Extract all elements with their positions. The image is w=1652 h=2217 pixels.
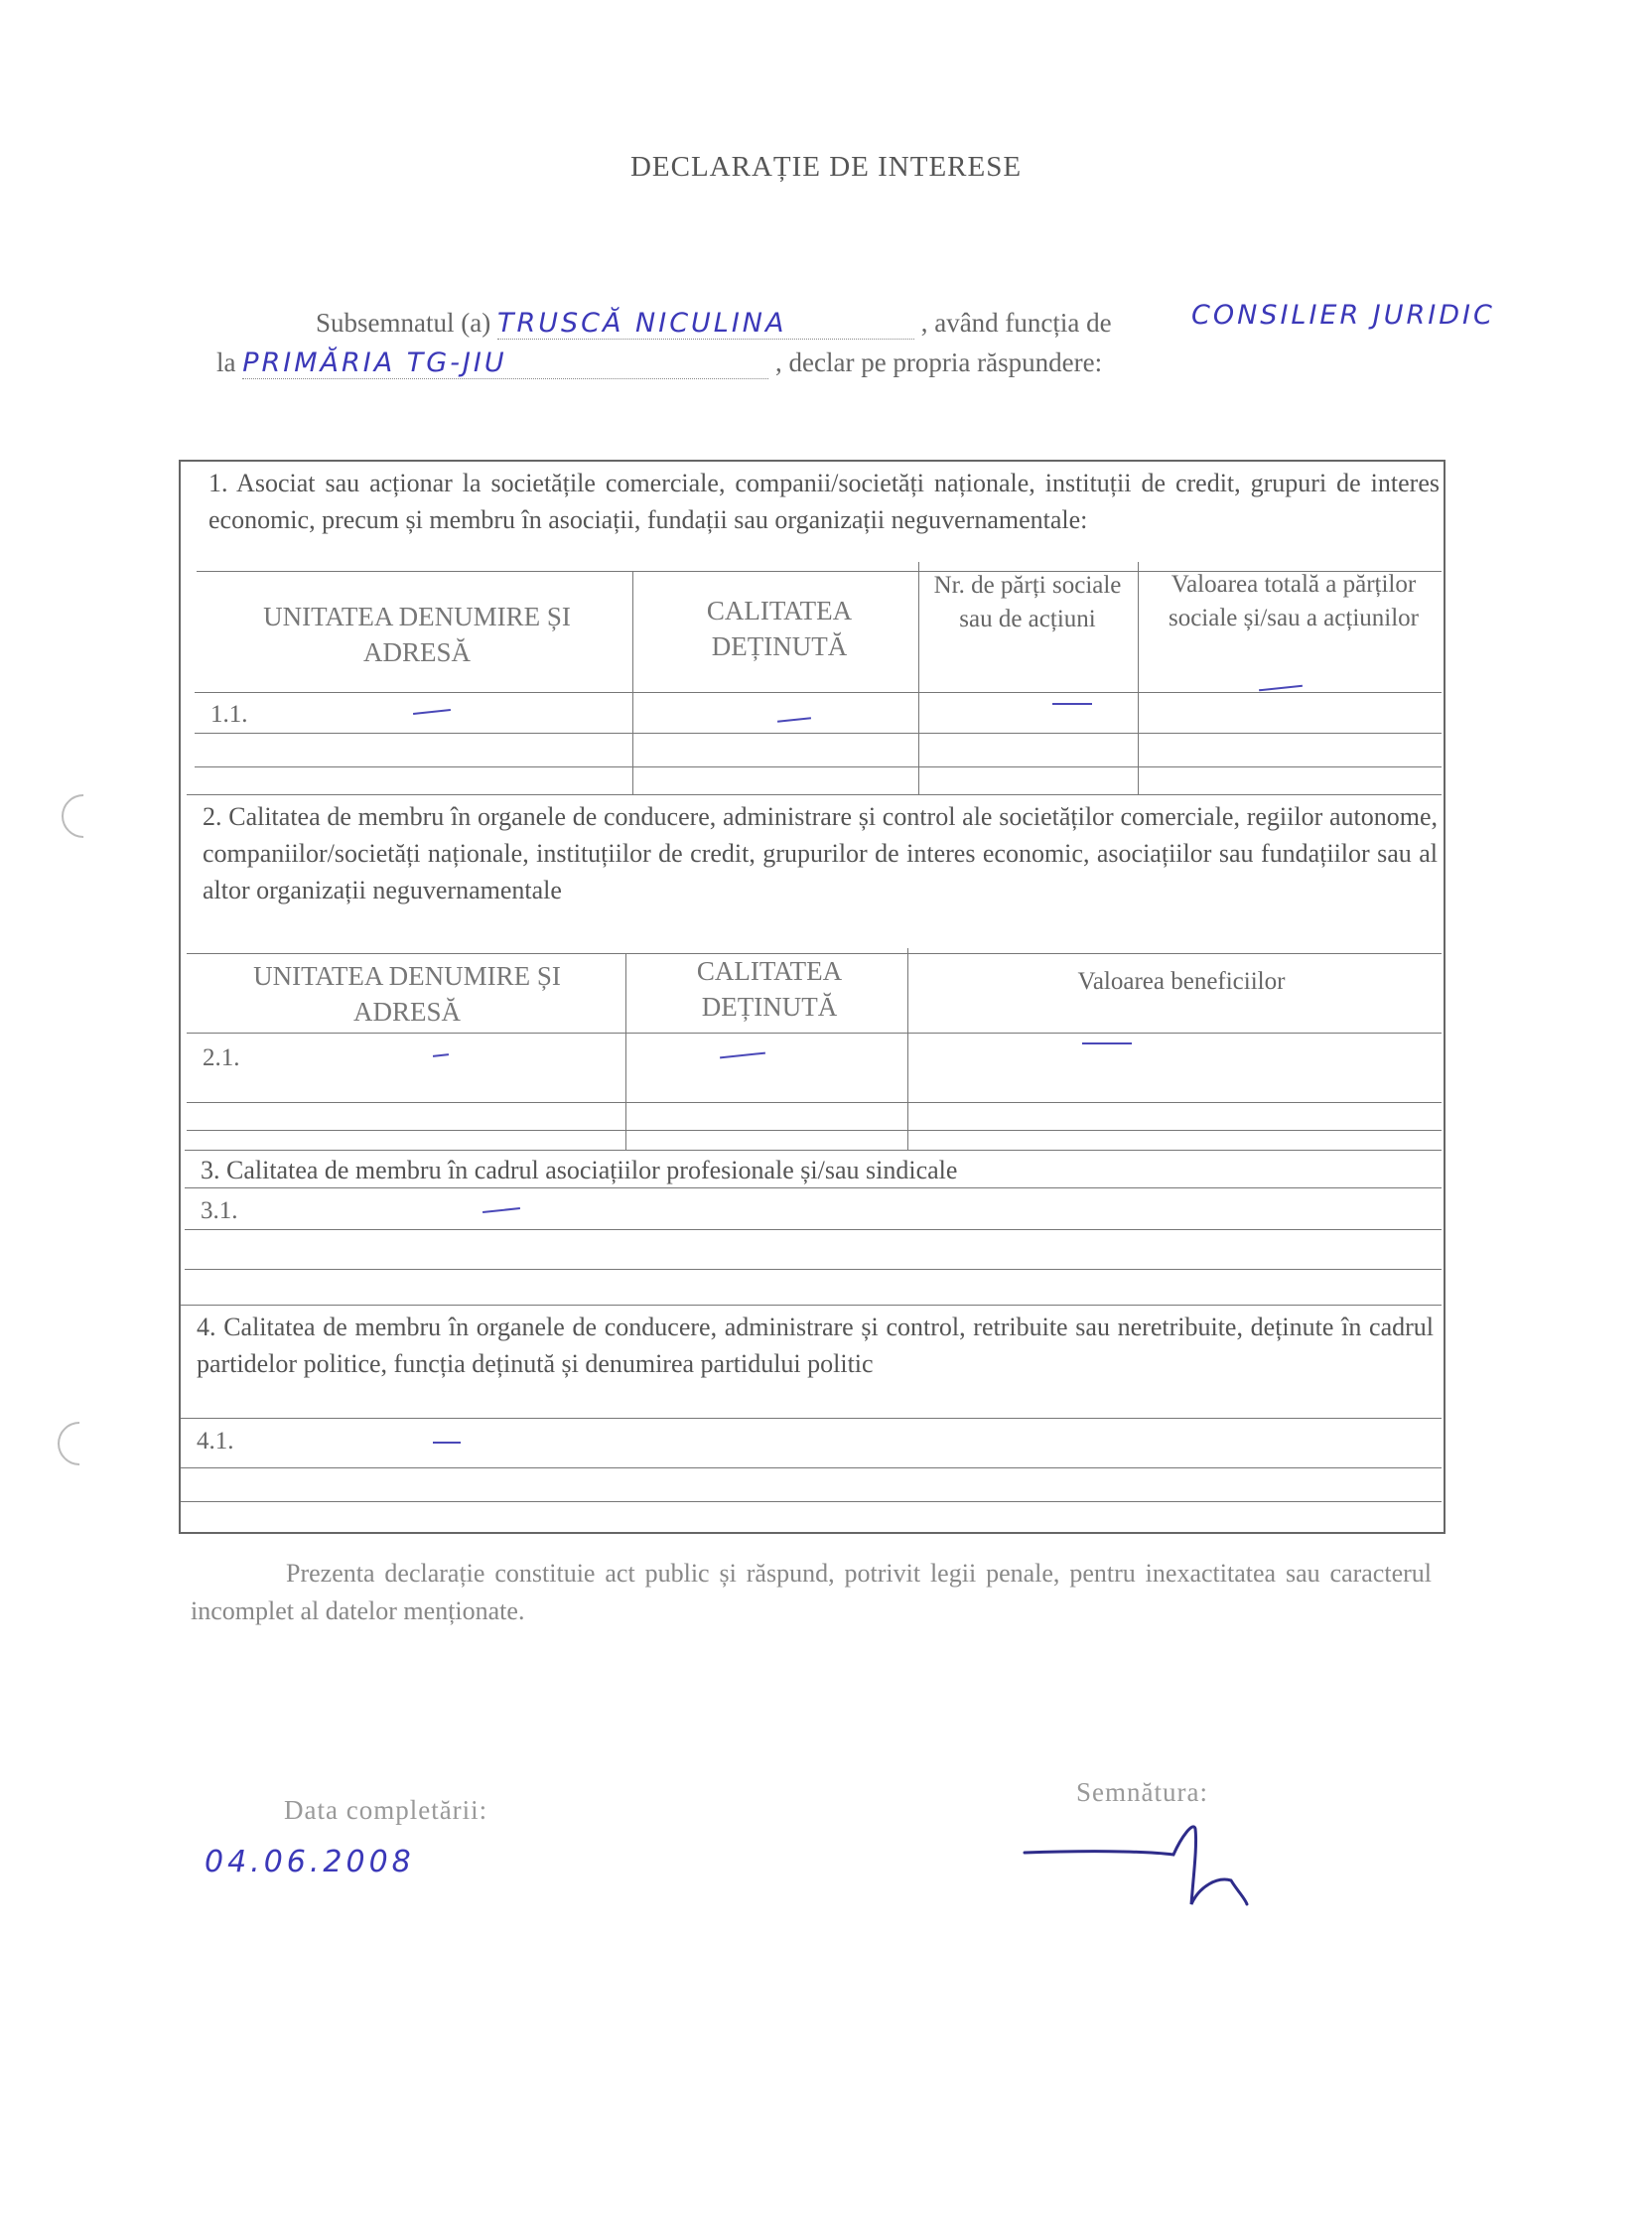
section-4-title: 4. Calitatea de membru în organele de conducere, administrare și control, retribuite sau neretribuite, deținute în cadrul partidelor politice, funcția deținută și denumirea partidului politic [197,1313,1434,1378]
function-field[interactable] [1191,300,1495,331]
s1-col-calitatea: CALITATEA DEȚINUTĂ [706,596,853,661]
row-1-1-label: 1.1. [210,701,248,728]
row-4-1-label: 4.1. [197,1428,234,1455]
subsemnatul-label: Subsemnatul (a) [316,308,491,338]
signature-label: Semnătura: [1076,1777,1208,1807]
section-1-title: 1. Asociat sau acționar la societățile comerciale, companii/societăți naționale, instituții de credit, grupuri de interes economic, precum și membru în asociații, fundații sau organizații neguvernamentale: [208,469,1440,534]
s2-col-unitatea: UNITATEA DENUMIRE ȘI ADRESĂ [253,961,561,1027]
name-field[interactable] [497,308,914,340]
row-3-1-label: 3.1. [201,1197,238,1224]
institution-handwritten: PRIMĂRIA TG-JIU [242,347,507,378]
date-value: 04.06.2008 [205,1845,415,1879]
legal-statement: Prezenta declarație constituie act public și răspund, potrivit legii penale, pentru inexactitatea sau caracterul incomplet al datelor menționate. [191,1559,1432,1625]
date-label: Data completării: [284,1795,488,1825]
s2-col-valoarea-beneficiilor: Valoarea beneficiilor [1077,968,1286,995]
signature-image [1023,1807,1261,1926]
s1-col-unitatea: UNITATEA DENUMIRE ȘI ADRESĂ [263,602,571,667]
s1-col-valoarea: Valoarea totală a părților sociale și/sau a acțiunilor [1168,571,1419,631]
punch-hole-top [53,785,114,847]
function-handwritten: CONSILIER JURIDIC [1191,300,1495,331]
punch-hole-bottom [49,1413,110,1474]
section-3-title: 3. Calitatea de membru în cadrul asociațiilor profesionale și/sau sindicale [201,1156,958,1184]
name-handwritten: TRUSCĂ NICULINA [496,308,787,339]
declar-label: , declar pe propria răspundere: [775,347,1103,377]
row-4-1-dash [433,1442,461,1444]
row-2-1-value-dash [1082,1042,1132,1044]
s2-col-calitatea: CALITATEA DEȚINUTĂ [696,956,843,1022]
s1-col-nr-parti: Nr. de părți sociale sau de acțiuni [933,572,1122,632]
intro-line-1 [316,308,1112,340]
row-1-1-parts-dash [1052,703,1092,705]
functie-label: , având funcția de [920,308,1112,338]
institution-field[interactable] [242,347,768,379]
document-title: DECLARAȚIE DE INTERESE [629,151,1023,183]
la-label: la [216,347,236,377]
intro-line-2 [216,347,1102,379]
section-2-title: 2. Calitatea de membru în organele de conducere, administrare și control ale societăților comerciale, regiilor autonome, companiilor/societăți naționale, instituțiilor de credit, grupurilor de interes economic, asociațiilor sau fundațiilor sau al altor organizații neguvernamentale [203,802,1438,904]
row-2-1-label: 2.1. [203,1044,240,1071]
